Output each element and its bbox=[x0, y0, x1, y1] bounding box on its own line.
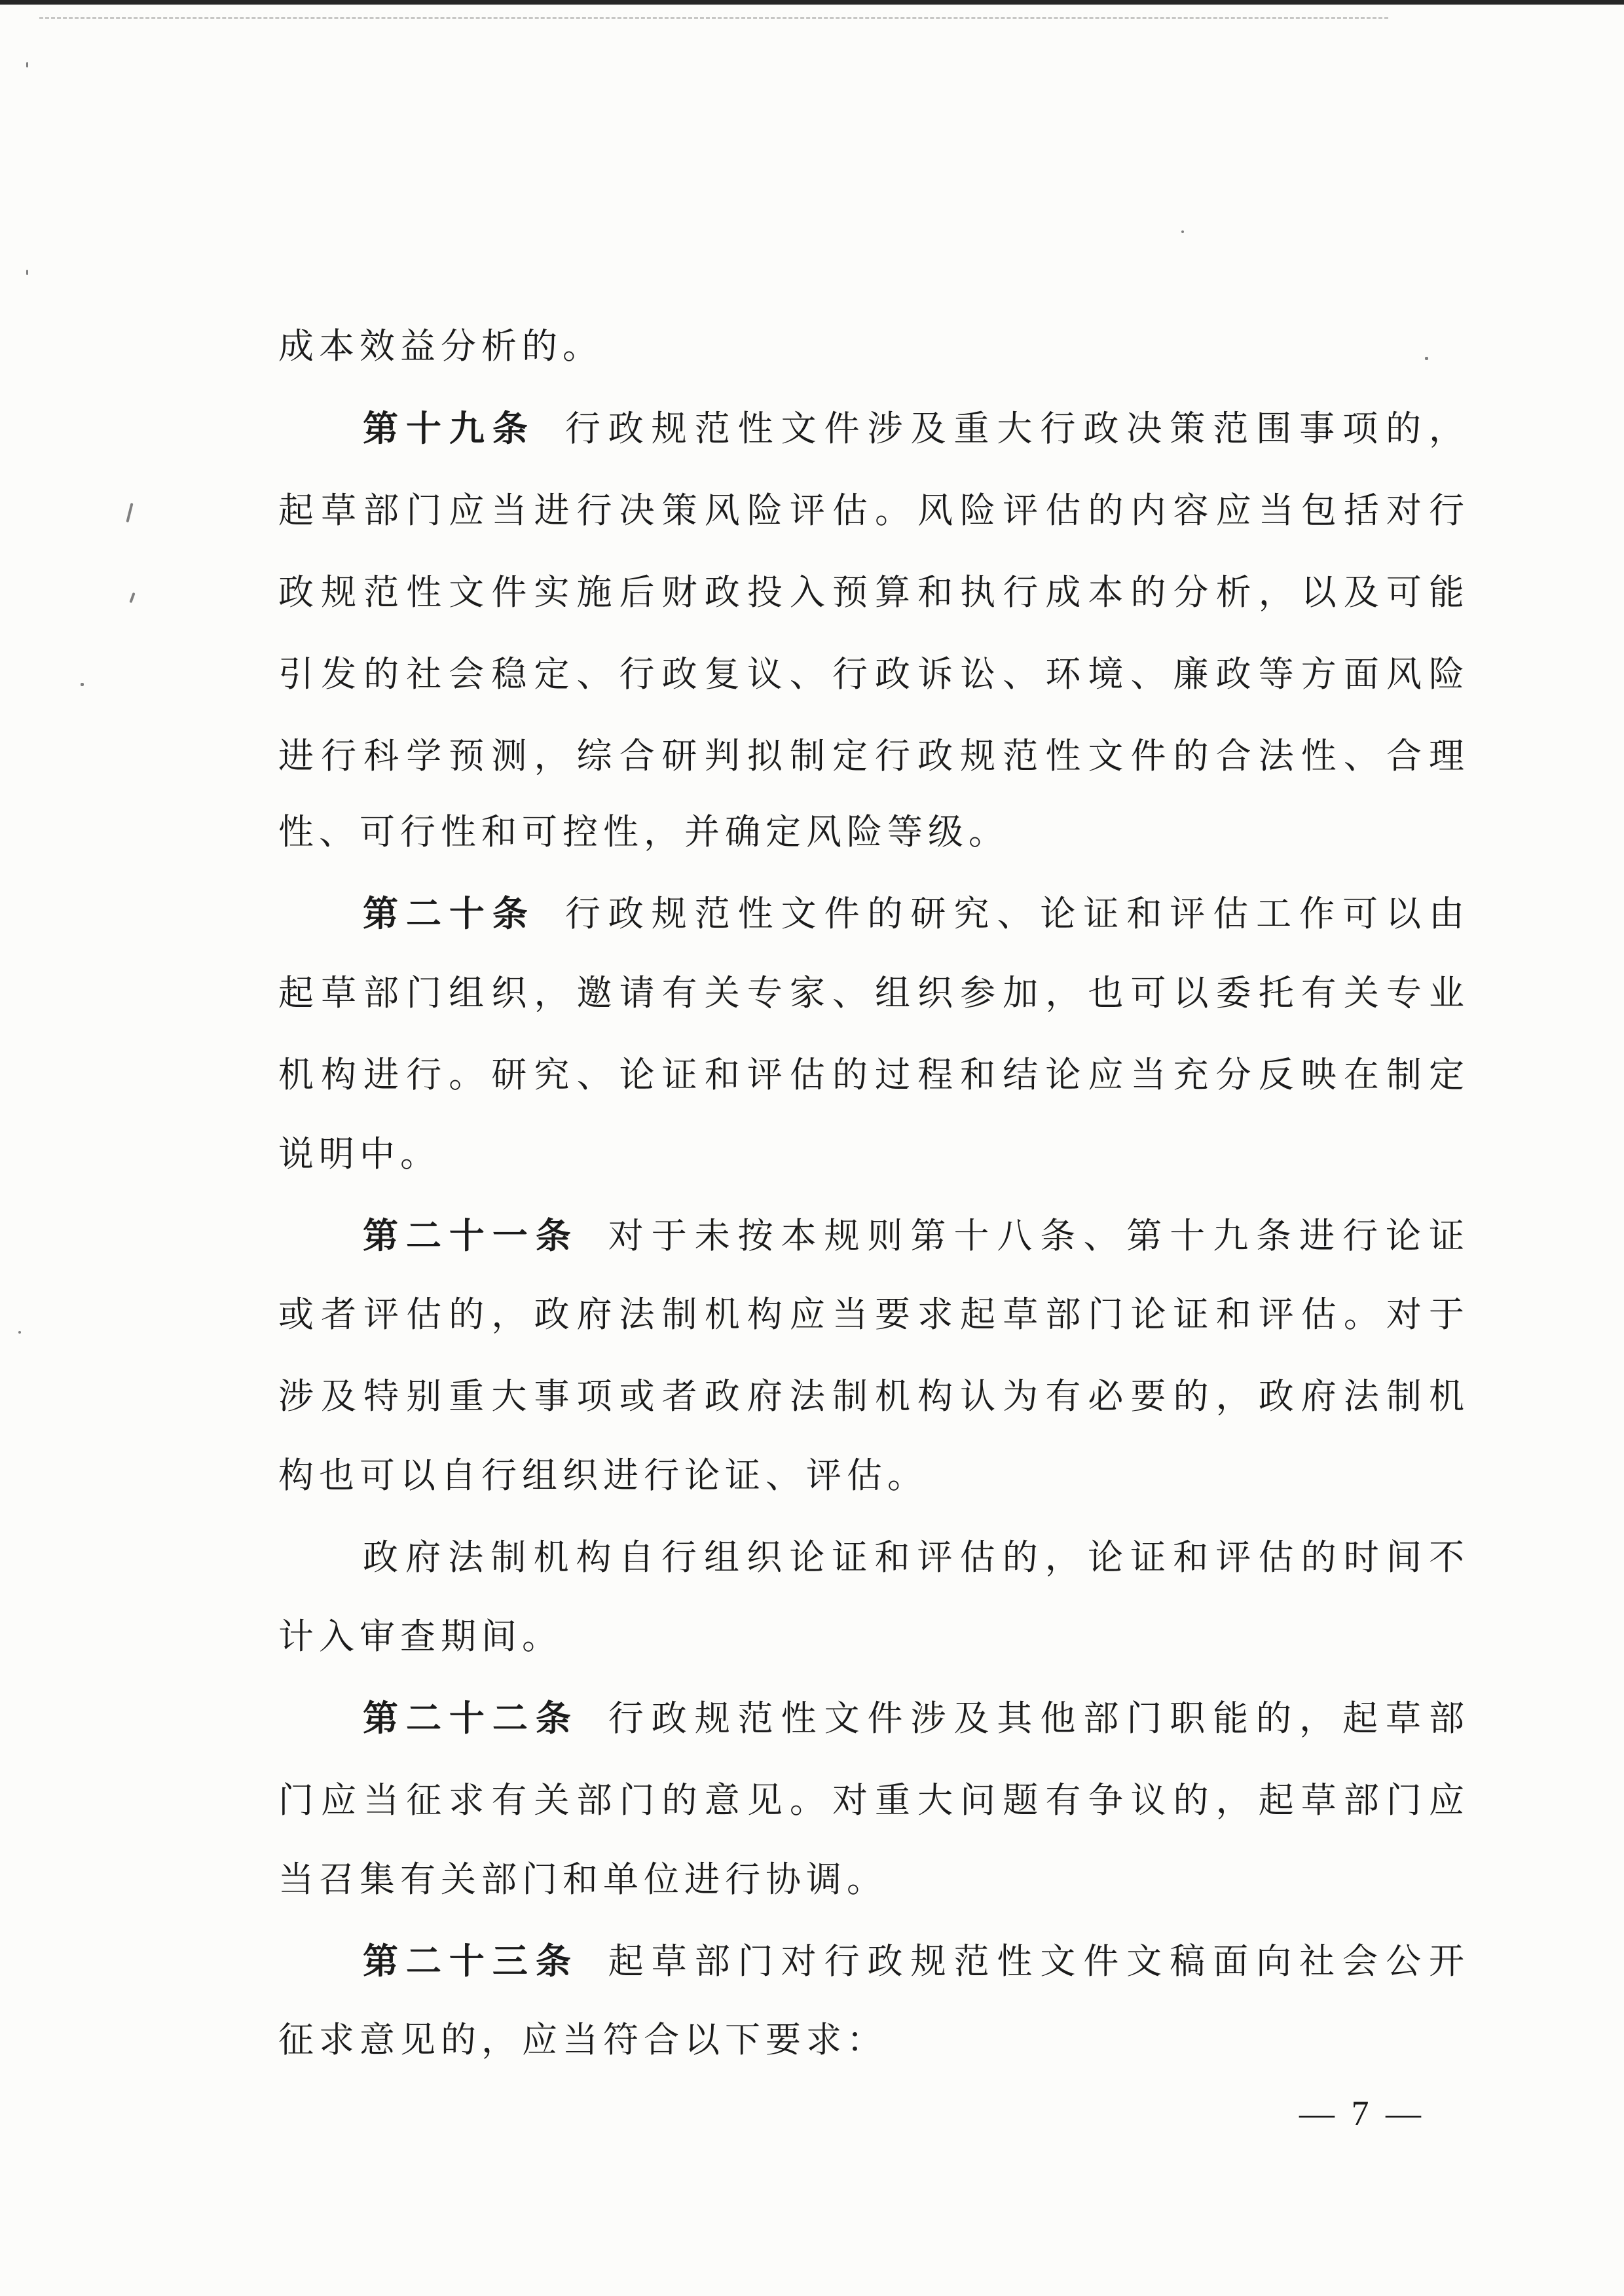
article-23-heading: 第二十三条 bbox=[363, 1941, 579, 1982]
article-20-heading: 第二十条 bbox=[363, 893, 536, 934]
article-22-line: 门应当征求有关部门的意见。对重大问题有争议的，起草部门应 bbox=[278, 1779, 1464, 1821]
article-21-line: 涉及特别重大事项或者政府法制机构认为有必要的，政府法制机 bbox=[278, 1376, 1464, 1417]
article-21-paragraph-2-line: 政府法制机构自行组织论证和评估的，论证和评估的时间不 bbox=[363, 1537, 1464, 1578]
article-19-line: 进行科学预测，综合研判拟制定行政规范性文件的合法性、合理 bbox=[278, 735, 1464, 776]
scan-speck bbox=[1181, 230, 1184, 233]
scan-speck bbox=[126, 503, 133, 522]
article-22-heading: 第二十二条 bbox=[363, 1698, 579, 1739]
article-19-line: 起草部门应当进行决策风险评估。风险评估的内容应当包括对行 bbox=[278, 490, 1464, 531]
scan-top-dashes bbox=[39, 17, 1388, 19]
scan-speck bbox=[26, 62, 28, 67]
article-21-paragraph-2-line: 计入审查期间。 bbox=[278, 1616, 563, 1657]
scan-speck bbox=[18, 1331, 21, 1334]
article-20-text: 行政规范性文件的研究、论证和评估工作可以由 bbox=[564, 893, 1465, 934]
article-19-line: 引发的社会稳定、行政复议、行政诉讼、环境、廉政等方面风险 bbox=[278, 653, 1464, 695]
article-19-line: 政规范性文件实施后财政投入预算和执行成本的分析，以及可能 bbox=[278, 572, 1464, 613]
article-19-heading: 第十九条 bbox=[363, 408, 536, 449]
article-19-line: 性、可行性和可控性，并确定风险等级。 bbox=[278, 811, 1009, 852]
article-23-first-line bbox=[363, 1941, 1464, 1982]
article-21-first-line bbox=[363, 1215, 1464, 1257]
article-22-line: 当召集有关部门和单位进行协调。 bbox=[278, 1859, 887, 1900]
article-22-text: 行政规范性文件涉及其他部门职能的，起草部 bbox=[608, 1698, 1465, 1739]
article-20-line: 说明中。 bbox=[278, 1133, 441, 1175]
continuation-line: 成本效益分析的。 bbox=[278, 325, 603, 367]
article-20-line: 起草部门组织，邀请有关专家、组织参加，也可以委托有关专业 bbox=[278, 972, 1464, 1013]
scan-speck bbox=[1425, 357, 1428, 360]
article-19-first-line bbox=[363, 408, 1464, 450]
article-23-line: 征求意见的，应当符合以下要求： bbox=[278, 2019, 887, 2060]
scan-speck bbox=[81, 683, 84, 686]
article-21-text: 对于未按本规则第十八条、第十九条进行论证 bbox=[608, 1215, 1465, 1256]
article-20-line: 机构进行。研究、论证和评估的过程和结论应当充分反映在制定 bbox=[278, 1054, 1464, 1095]
article-21-line: 构也可以自行组织进行论证、评估。 bbox=[278, 1455, 928, 1496]
scan-speck bbox=[129, 592, 135, 603]
article-21-line: 或者评估的，政府法制机构应当要求起草部门论证和评估。对于 bbox=[278, 1294, 1464, 1335]
article-21-heading: 第二十一条 bbox=[363, 1215, 579, 1256]
page-number: — 7 — bbox=[1299, 2094, 1425, 2133]
article-20-first-line bbox=[363, 893, 1464, 935]
article-19-text: 行政规范性文件涉及重大行政决策范围事项的， bbox=[564, 408, 1465, 449]
scan-top-edge bbox=[0, 0, 1624, 5]
scan-speck bbox=[26, 270, 28, 275]
article-23-text: 起草部门对行政规范性文件文稿面向社会公开 bbox=[608, 1941, 1465, 1982]
article-22-first-line bbox=[363, 1698, 1464, 1740]
